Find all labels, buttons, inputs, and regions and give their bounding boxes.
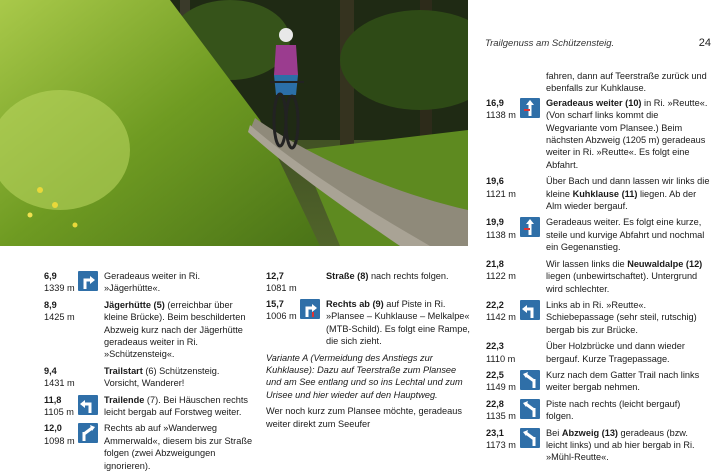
text-segment: Rechts ab auf »Wanderweg Ammerwald«, diesem bis zur Straße folgen (zwei Abzweigungen ignorieren).: [104, 423, 253, 471]
distance-km: 21,8: [486, 258, 504, 269]
distance-km: 12,0: [44, 423, 62, 434]
distance-km: 23,1: [486, 427, 504, 438]
text-segment: Trailende: [104, 394, 145, 405]
text-segment: liegen (unbewirtschaftet). Untergrund wird schlechter.: [546, 271, 698, 294]
altitude: 1138 m: [486, 229, 516, 240]
altitude: 1105 m: [44, 407, 74, 418]
route-entry: [486, 258, 710, 295]
distance-km: 22,8: [486, 398, 504, 409]
page-number: 24: [698, 37, 711, 49]
route-entry: [44, 299, 256, 361]
text-segment: Piste nach rechts (leicht bergauf) folgen.: [546, 398, 681, 422]
route-entry: [486, 427, 710, 464]
route-entry: [266, 298, 472, 348]
distance-km: 22,2: [486, 299, 504, 310]
distance-km: 12,7: [266, 271, 284, 281]
sign-left-turn-icon: [78, 395, 98, 415]
altitude: 1149 m: [486, 382, 516, 393]
sign-turn-right-icon: [78, 271, 98, 291]
entry-text: [104, 422, 256, 472]
running-header: Trailgenuss am Schützensteig.: [485, 38, 615, 49]
entry-text: [546, 340, 710, 365]
entry-text: [546, 427, 710, 464]
text-segment: Trailstart: [104, 365, 143, 376]
entry-text: [326, 270, 472, 282]
paragraph: Variante A (Vermeidung des Anstiegs zur Kuhklause): Dazu auf Teerstraße zum Plansee und am See entlang und so ins Lechtal und zum Urisee und hier wieder auf den Hauptweg.: [266, 352, 463, 400]
text-segment: in Ri. »Reutte«. (Von scharf links kommt die Wegvariante vom Plansee.) Beim nächsten Abzweig (1205 m) geradeaus weiter in Ri. »Reutte«. Es folgt eine Abfahrt.: [546, 97, 708, 170]
route-entry: [486, 299, 710, 336]
text-segment: (erreichbar über kleine Brücke). Beim beschilderten Abzweig kurz nach der Jägerhütte geradeaus weiter in Ri. »Schützensteig«.: [104, 299, 246, 360]
altitude: 1431 m: [44, 378, 75, 389]
text-segment: Über Bach und dann lassen wir links die kleine: [546, 176, 710, 199]
route-entry: [44, 422, 256, 472]
distance-km: 15,7: [266, 299, 284, 309]
text-segment: Kuhklause (11): [572, 188, 638, 199]
entry-text: [326, 298, 472, 348]
text-segment: (6) Schützensteig. Vorsicht, Wanderer!: [104, 365, 220, 389]
altitude: 1081 m: [266, 283, 297, 294]
route-entry: [44, 365, 256, 390]
sign-left-turn-icon: [520, 300, 540, 320]
entry-text: [104, 365, 256, 390]
distance-km: 8,9: [44, 299, 57, 310]
text-segment: geradeaus (bzw. leicht links) und ab hier bergab in Ri. »Mühl-Reutte«.: [546, 427, 695, 463]
text-segment: Straße (8): [326, 271, 369, 281]
route-entry: [486, 340, 710, 365]
distance-km: 11,8: [44, 394, 62, 405]
sign-fork-left-icon: [520, 428, 540, 448]
entry-text: [104, 394, 256, 419]
paragraph: Wer noch kurz zum Plansee möchte, geradeaus weiter direkt zum Seeufer: [266, 406, 462, 429]
distance-km: 9,4: [44, 365, 57, 376]
text-segment: Bei: [546, 427, 562, 438]
entry-text: [104, 270, 256, 295]
distance-km: 19,9: [486, 217, 504, 228]
sign-fork-left-icon: [520, 370, 540, 390]
sign-right-turn-icon: [300, 299, 320, 319]
altitude: 1339 m: [44, 283, 75, 294]
text-segment: Rechts ab (9): [326, 299, 384, 309]
entry-text: [546, 216, 710, 253]
text-segment: Abzweig (13): [561, 427, 618, 438]
entry-text: [546, 258, 710, 295]
altitude: 1006 m: [266, 311, 297, 322]
text-segment: Wir lassen links die: [546, 258, 628, 269]
route-entry: [486, 398, 710, 423]
route-entry: [486, 369, 710, 394]
altitude: 1138 m: [486, 110, 516, 121]
altitude: 1098 m: [44, 435, 75, 446]
column-a: [44, 270, 256, 476]
text-segment: Kurz nach dem Gatter Trail nach links weiter bergab nehmen.: [546, 369, 700, 393]
altitude: 1122 m: [486, 271, 516, 282]
sign-straight-junction-icon: [520, 98, 540, 118]
route-entry: [44, 270, 256, 295]
distance-km: 16,9: [486, 97, 504, 108]
altitude: 1142 m: [486, 312, 516, 323]
text-segment: (7). Bei Häuschen rechts leicht bergab auf Forstweg weiter.: [104, 394, 249, 418]
sign-straight-junction-icon: [520, 217, 540, 237]
text-segment: Geradeaus weiter (10): [546, 97, 642, 108]
route-entry: [486, 175, 710, 212]
text-segment: Links ab in Ri. »Reutte«. Schiebepassage (sehr steil, rutschig) bergab bis zur Brücke.: [546, 299, 697, 335]
entry-text: [104, 299, 256, 361]
distance-km: 22,5: [486, 369, 504, 380]
text-segment: Geradeaus weiter in Ri. »Jägerhütte«.: [104, 271, 201, 294]
altitude: 1425 m: [44, 312, 75, 323]
route-entry: [486, 216, 710, 253]
text-segment: Über Holzbrücke und dann wieder bergauf. Kurze Tragepassage.: [546, 341, 685, 364]
entry-text: [546, 299, 710, 336]
route-entry: [486, 97, 710, 171]
text-segment: nach rechts folgen.: [368, 271, 449, 281]
sign-fork-right-icon: [78, 423, 98, 443]
text-segment: auf Piste in Ri. »Plansee – Kuhklause – Melkalpe« (MTB-Schild). Es folgt eine Rampe, die sich zieht.: [326, 299, 470, 347]
altitude: 1135 m: [486, 411, 516, 422]
continued-text: fahren, dann auf Teerstraße zurück und ebenfalls zur Kuhklause.: [546, 71, 707, 94]
trail-photo: [0, 0, 468, 246]
text-segment: liegen. Ab der Alm wieder bergauf.: [546, 188, 697, 212]
text-segment: Jägerhütte (5): [104, 299, 165, 310]
column-c: [486, 70, 710, 468]
route-entry: [266, 270, 472, 294]
entry-text: [546, 398, 710, 423]
altitude: 1121 m: [486, 188, 516, 199]
entry-text: [546, 369, 710, 394]
distance-km: 6,9: [44, 271, 57, 281]
text-segment: Geradeaus weiter. Es folgt eine kurze, steile und kurvige Abfahrt und nochmal ein Gegenanstieg.: [546, 217, 705, 253]
altitude: 1173 m: [486, 439, 516, 450]
entry-text: [546, 97, 710, 171]
text-segment: Neuwaldalpe (12): [627, 258, 703, 269]
sign-fork-left-icon: [520, 399, 540, 419]
route-entry: [44, 394, 256, 419]
column-b: [266, 270, 472, 434]
distance-km: 22,3: [486, 341, 504, 352]
entry-text: [546, 175, 710, 212]
altitude: 1110 m: [486, 353, 516, 364]
distance-km: 19,6: [486, 176, 504, 187]
